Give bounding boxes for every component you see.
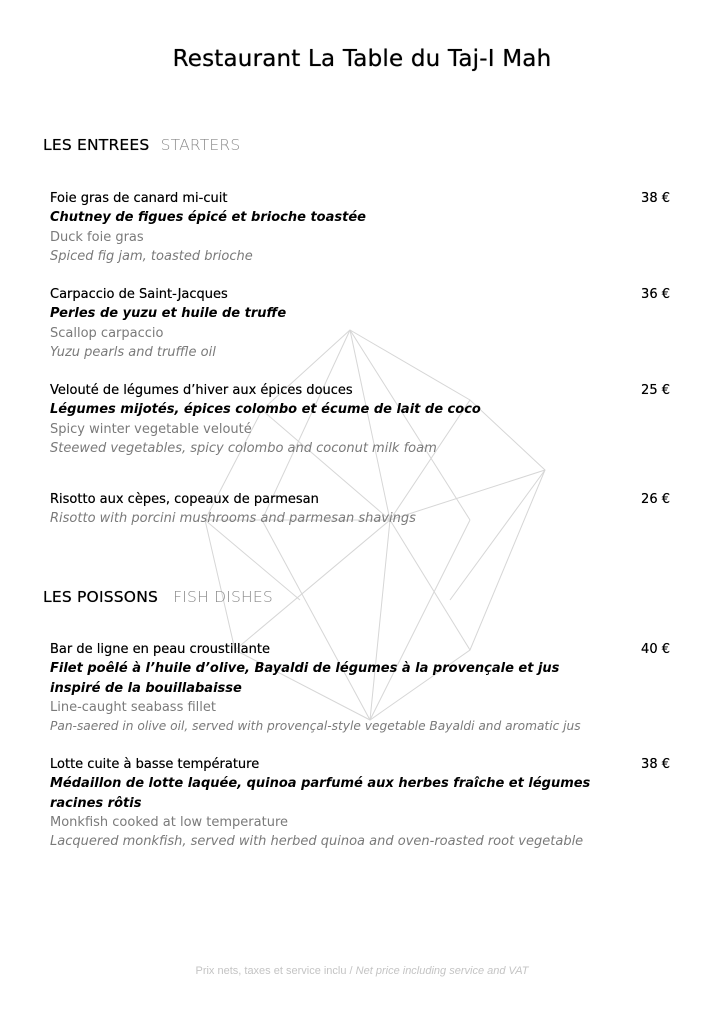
dish-description-en: Pan-saered in olive oil, served with provençal-style vegetable Bayaldi and aromatic jus (50, 719, 581, 733)
dish-name: Lotte cuite à basse température (50, 757, 260, 772)
dish-name: Velouté de légumes d’hiver aux épices douces (50, 383, 353, 398)
dish-description: Perles de yuzu et huile de truffe (50, 306, 287, 321)
menu-item-carpaccio (50, 285, 675, 362)
dish-description: Chutney de figues épicé et brioche toastée (50, 210, 366, 225)
dish-price: 38 € (641, 757, 670, 772)
dish-name: Foie gras de canard mi-cuit (50, 191, 228, 206)
section-heading-starters (43, 136, 240, 154)
section-title-fr: LES POISSONS (43, 588, 159, 606)
dish-name: Bar de ligne en peau croustillante (50, 642, 270, 657)
dish-name-en: Duck foie gras (50, 229, 144, 245)
dish-price: 38 € (641, 191, 670, 206)
section-title-en: STARTERS (160, 136, 241, 154)
dish-price: 40 € (641, 642, 670, 657)
dish-price: 25 € (641, 383, 670, 398)
dish-description-en: Yuzu pearls and truffle oil (50, 344, 216, 360)
menu-item-veloute (50, 381, 675, 458)
dish-description: Légumes mijotés, épices colombo et écume de lait de coco (50, 402, 481, 417)
menu-item-risotto (50, 490, 675, 528)
dish-description: Filet poêlé à l’huile d’olive, Bayaldi de légumes à la provençale et jus inspiré de la bouillabaisse (50, 661, 560, 696)
section-heading-fish (43, 588, 273, 606)
dish-description-en: Spiced fig jam, toasted brioche (50, 248, 253, 264)
dish-price: 26 € (641, 492, 670, 507)
price-note-en: Net price including service and VAT (355, 965, 529, 977)
dish-description-en: Steewed vegetables, spicy colombo and coconut milk foam (50, 440, 437, 456)
price-note-fr: Prix nets, taxes et service inclu / (195, 965, 353, 977)
price-note (0, 965, 724, 977)
restaurant-title: Restaurant La Table du Taj-I Mah (172, 46, 552, 72)
dish-name-en: Scallop carpaccio (50, 325, 164, 341)
dish-name-en: Spicy winter vegetable velouté (50, 421, 252, 437)
dish-name: Risotto aux cèpes, copeaux de parmesan (50, 492, 319, 507)
dish-name-en: Monkfish cooked at low temperature (50, 815, 289, 830)
menu-item-bar-de-ligne (50, 640, 675, 736)
menu-item-lotte (50, 755, 675, 851)
section-title-en: FISH DISHES (173, 588, 273, 606)
dish-description-en: Lacquered monkfish, served with herbed quinoa and oven-roasted root vegetable (50, 834, 584, 849)
dish-description-en: Risotto with porcini mushrooms and parmesan shavings (50, 511, 416, 526)
menu-item-foie-gras (50, 189, 675, 266)
dish-name-en: Line-caught seabass fillet (50, 700, 216, 715)
dish-description: Médaillon de lotte laquée, quinoa parfumé aux herbes fraîche et légumes racines rôtis (50, 776, 591, 811)
dish-price: 36 € (641, 287, 670, 302)
dish-name: Carpaccio de Saint-Jacques (50, 287, 228, 302)
section-title-fr: LES ENTREES (43, 136, 150, 154)
